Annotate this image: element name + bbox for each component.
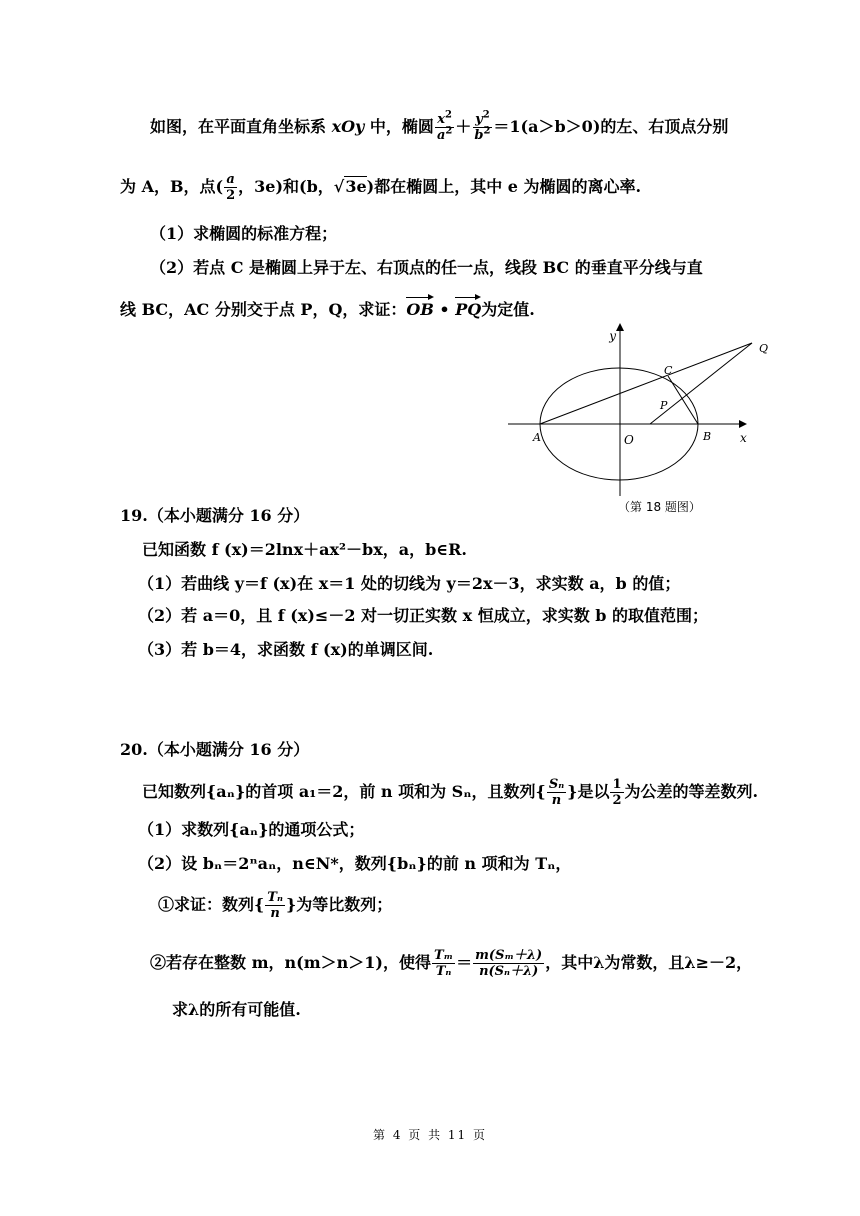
- vector-ob: OB: [406, 300, 434, 319]
- q20-stem-text-3: 为公差的等差数列.: [624, 782, 759, 801]
- sqrt-3e: 3e: [345, 177, 367, 196]
- q19-part1: （1）若曲线 y＝f (x)在 x＝1 处的切线为 y＝2x－3，求实数 a，b 的值；: [138, 574, 681, 593]
- q18-part2-tail: 为定值.: [481, 300, 535, 319]
- q18-part2-text: 线 BC，AC 分别交于点 P，Q，求证：: [120, 300, 407, 319]
- q19-part3: （3）若 b＝4，求函数 f (x)的单调区间.: [138, 640, 434, 659]
- q20-stem-text: 已知数列{aₙ}的首项 a₁＝2，前 n 项和为 Sₙ，且数列{: [142, 782, 546, 801]
- q20-subpart1-text: ①求证：数列{: [158, 895, 265, 914]
- q19-stem: 已知函数 f (x)＝2lnx＋ax²－bx，a，b∈R.: [142, 540, 467, 559]
- q20-subpart2-tail: ，其中λ为常数，且λ≥－2，: [545, 953, 753, 972]
- ratio-fraction: $\frac{\text{m(Sₘ＋λ)}}{\text{n(Sₙ＋λ)}}$: [475, 948, 543, 979]
- plus-sign: ＋: [455, 117, 472, 136]
- q20-stem: [142, 777, 758, 808]
- ellipse-figure: [500, 318, 790, 498]
- ellipse-equation-tail: ＝1(a＞b＞0)的左、右顶点分别: [493, 117, 729, 136]
- equals-sign: ＝: [456, 953, 473, 972]
- q20-header: 20.（本小题满分 16 分）: [120, 740, 310, 759]
- q20-subpart1: [158, 890, 392, 921]
- label-c: C: [664, 364, 673, 377]
- q18-points-text: 为 A，B，点(: [120, 177, 224, 196]
- label-p: P: [660, 399, 668, 412]
- label-o: O: [624, 433, 634, 447]
- line-aq: [540, 343, 752, 424]
- q20-subpart2: [150, 948, 752, 979]
- vector-pq: PQ: [455, 300, 482, 319]
- tm-over-tn-fraction: $\frac{\text{Tₘ}}{\text{Tₙ}}$: [433, 948, 454, 979]
- q20-subpart2-line2: 求λ的所有可能值.: [172, 1000, 301, 1019]
- q18-intro-text-2: 中，椭圆: [364, 117, 434, 136]
- label-x: x: [740, 431, 747, 445]
- sn-over-n-fraction: $\frac{\text{Sₙ}}{n}$: [548, 777, 565, 808]
- segment-bc: [668, 376, 698, 424]
- dot-product-sign: •: [433, 300, 456, 319]
- q20-subpart1-tail: }为等比数列；: [285, 895, 393, 914]
- ellipse-y-fraction: $\frac{y^2}{b^2}$: [474, 109, 491, 143]
- q18-coord-system: xOy: [331, 117, 365, 136]
- q19-header: 19.（本小题满分 16 分）: [120, 506, 310, 525]
- one-half-fraction: $\frac{1}{2}$: [612, 777, 622, 808]
- q18-intro-line1: [150, 109, 729, 143]
- q20-stem-text-2: }是以: [567, 782, 610, 801]
- q18-part2-line1: （2）若点 C 是椭圆上异于左、右顶点的任一点，线段 BC 的垂直平分线与直: [150, 258, 703, 277]
- q18-part2-line2: [120, 300, 535, 320]
- label-a: A: [533, 431, 541, 444]
- q18-points-text-2: ，3e)和(b，: [238, 177, 334, 196]
- q20-part2: （2）设 bₙ＝2ⁿaₙ，n∈N*，数列{bₙ}的前 n 项和为 Tₙ，: [138, 854, 572, 873]
- q20-part1: （1）求数列{aₙ}的通项公式；: [138, 820, 365, 839]
- q19-part2: （2）若 a＝0，且 f (x)≤－2 对一切正实数 x 恒成立，求实数 b 的取值范围；: [138, 606, 709, 625]
- ellipse-x-fraction: $\frac{x^2}{a^2}$: [436, 109, 453, 143]
- q18-intro-line2: 为 A，B，点( $\frac{a}{2}$ ，3e)和(b，√3e)都在椭圆上，其中 e 为椭圆的离心率.: [120, 172, 642, 203]
- tn-over-n-fraction: $\frac{\text{Tₙ}}{n}$: [267, 890, 283, 921]
- q18-part1: （1）求椭圆的标准方程；: [150, 224, 338, 243]
- figure-caption: （第 18 题图）: [618, 500, 701, 514]
- q18-intro-text: 如图，在平面直角坐标系: [150, 117, 332, 136]
- label-y: y: [609, 329, 616, 343]
- q18-points-text-3: )都在椭圆上，其中 e 为椭圆的离心率.: [366, 177, 642, 196]
- page-footer: 第 4 页 共 11 页: [373, 1128, 487, 1142]
- q20-subpart2-text: ②若存在整数 m，n(m＞n＞1)，使得: [150, 953, 431, 972]
- point-a-over-2: $\frac{a}{2}$: [226, 172, 236, 203]
- label-q: Q: [759, 342, 769, 355]
- label-b: B: [703, 430, 712, 443]
